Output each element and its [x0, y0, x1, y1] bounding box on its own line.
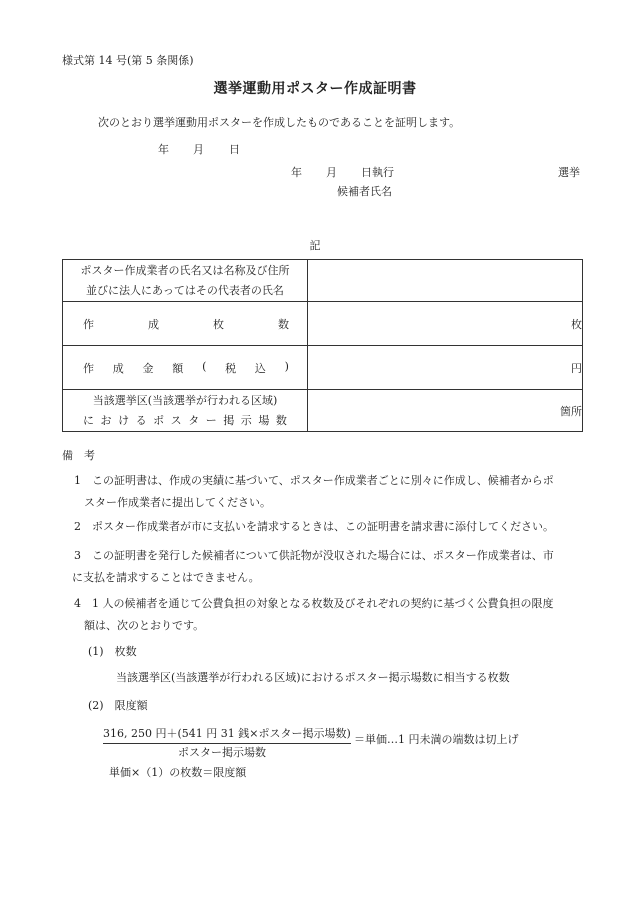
- note-4: [62, 593, 586, 637]
- sites-label-char: 掲: [223, 413, 235, 427]
- sites-label-char: ス: [170, 413, 182, 427]
- count-label-char: 作: [83, 317, 94, 331]
- issue-date-year: 年: [158, 143, 169, 156]
- sites-label-char: ポ: [153, 413, 165, 427]
- note-1-line2: スター作成業者に提出してください。: [84, 496, 271, 509]
- count-label-cell: [63, 302, 308, 346]
- sites-label-char: ー: [205, 413, 217, 427]
- sites-label-char: 示: [240, 413, 252, 427]
- sites-value-cell[interactable]: [308, 390, 583, 432]
- count-value-cell[interactable]: [308, 302, 583, 346]
- amount-value-cell[interactable]: [308, 346, 583, 390]
- maker-label-line2: 並びに法人にあってはその代表者の氏名: [86, 283, 284, 297]
- amount-label-char: ): [284, 359, 289, 373]
- sites-label-char: 数: [275, 413, 287, 427]
- candidate-name-label: 候補者氏名: [337, 185, 392, 198]
- note-3-line1: 3 この証明書を発行した候補者について供託物が没収された場合には、ポスター作成業者は、市: [74, 549, 554, 562]
- election-label: 選挙: [558, 166, 580, 179]
- maker-label-line1: ポスター作成業者の氏名又は名称及び住所: [80, 263, 290, 277]
- maker-value-cell[interactable]: [308, 260, 583, 302]
- sites-label-cell: [63, 390, 308, 432]
- note-3: [62, 545, 586, 589]
- ki-heading: 記: [309, 239, 321, 252]
- sites-label-line2: [63, 411, 307, 431]
- issue-date-month: 月: [193, 143, 204, 156]
- sub-1-text: 当該選挙区(当該選挙が行われる区域)におけるポスター掲示場数に相当する枚数: [116, 671, 510, 684]
- sites-label-char: お: [100, 413, 112, 427]
- count-label-char: 数: [278, 317, 289, 331]
- sub-2-label: (2) 限度額: [88, 699, 148, 712]
- sub-1-label: (1) 枚数: [88, 645, 137, 658]
- sites-label-char: に: [83, 413, 94, 427]
- certificate-table: [62, 259, 583, 432]
- count-label-char: 枚: [213, 317, 224, 331]
- note-1-line1: 1 この証明書は、作成の実績に基づいて、ポスター作成業者ごとに別々に作成し、候補者からポ: [74, 474, 554, 487]
- sites-label-char: タ: [188, 413, 200, 427]
- count-label: [63, 316, 307, 332]
- maker-label-cell: [63, 260, 308, 302]
- sites-label-line1: 当該選挙区(当該選挙が行われる区域): [92, 393, 278, 407]
- sites-label-char: け: [118, 413, 130, 427]
- amount-label-char: 成: [112, 361, 124, 375]
- amount-label-char: 税: [225, 361, 237, 375]
- amount-label-char: 額: [172, 361, 184, 375]
- table-row: [63, 346, 583, 390]
- note-2-line1: 2 ポスター作成業者が市に支払いを請求するときは、この証明書を請求書に添付してください。: [74, 520, 554, 533]
- amount-label-char: 金: [142, 361, 154, 375]
- note-2: [62, 516, 586, 538]
- table-row: [63, 260, 583, 302]
- note-1: [62, 470, 586, 514]
- election-year: 年: [291, 166, 302, 179]
- notes-heading: 備 考: [62, 449, 95, 462]
- note-3-line2: に支払を請求することはできません。: [72, 571, 260, 584]
- form-number: 様式第 14 号(第 5 条関係): [62, 54, 194, 67]
- note-4-line1: 4 1 人の候補者を通じて公費負担の対象となる枚数及びそれぞれの契約に基づく公費負担の限度: [74, 597, 554, 610]
- formula-numerator: 316, 250 円＋(541 円 31 銭×ポスター掲示場数): [103, 725, 351, 744]
- formula-denominator: ポスター掲示場数: [178, 746, 266, 759]
- page-title: 選挙運動用ポスター作成証明書: [213, 81, 417, 97]
- formula-result: ＝単価…1 円未満の端数は切上げ: [354, 733, 519, 746]
- sites-unit: 箇所: [560, 404, 582, 418]
- election-day-held: 日執行: [361, 166, 394, 179]
- table-row: [63, 390, 583, 432]
- note-4-line2: 額は、次のとおりです。: [84, 619, 205, 632]
- issue-date-day: 日: [229, 143, 240, 156]
- intro-text: 次のとおり選挙運動用ポスターを作成したものであることを証明します。: [98, 116, 461, 129]
- amount-label-char: 作: [83, 361, 94, 375]
- election-month: 月: [326, 166, 337, 179]
- sites-label-char: る: [135, 413, 147, 427]
- amount-label-char: (: [202, 359, 207, 373]
- amount-label-char: 込: [254, 361, 266, 375]
- table-row: [63, 302, 583, 346]
- count-unit: 枚: [571, 317, 582, 331]
- amount-label: [63, 360, 307, 376]
- amount-unit: 円: [571, 361, 582, 375]
- sites-label-char: 場: [258, 413, 270, 427]
- count-label-char: 成: [148, 317, 159, 331]
- amount-label-cell: [63, 346, 308, 390]
- formula-line2: 単価×（1）の枚数＝限度額: [109, 766, 247, 779]
